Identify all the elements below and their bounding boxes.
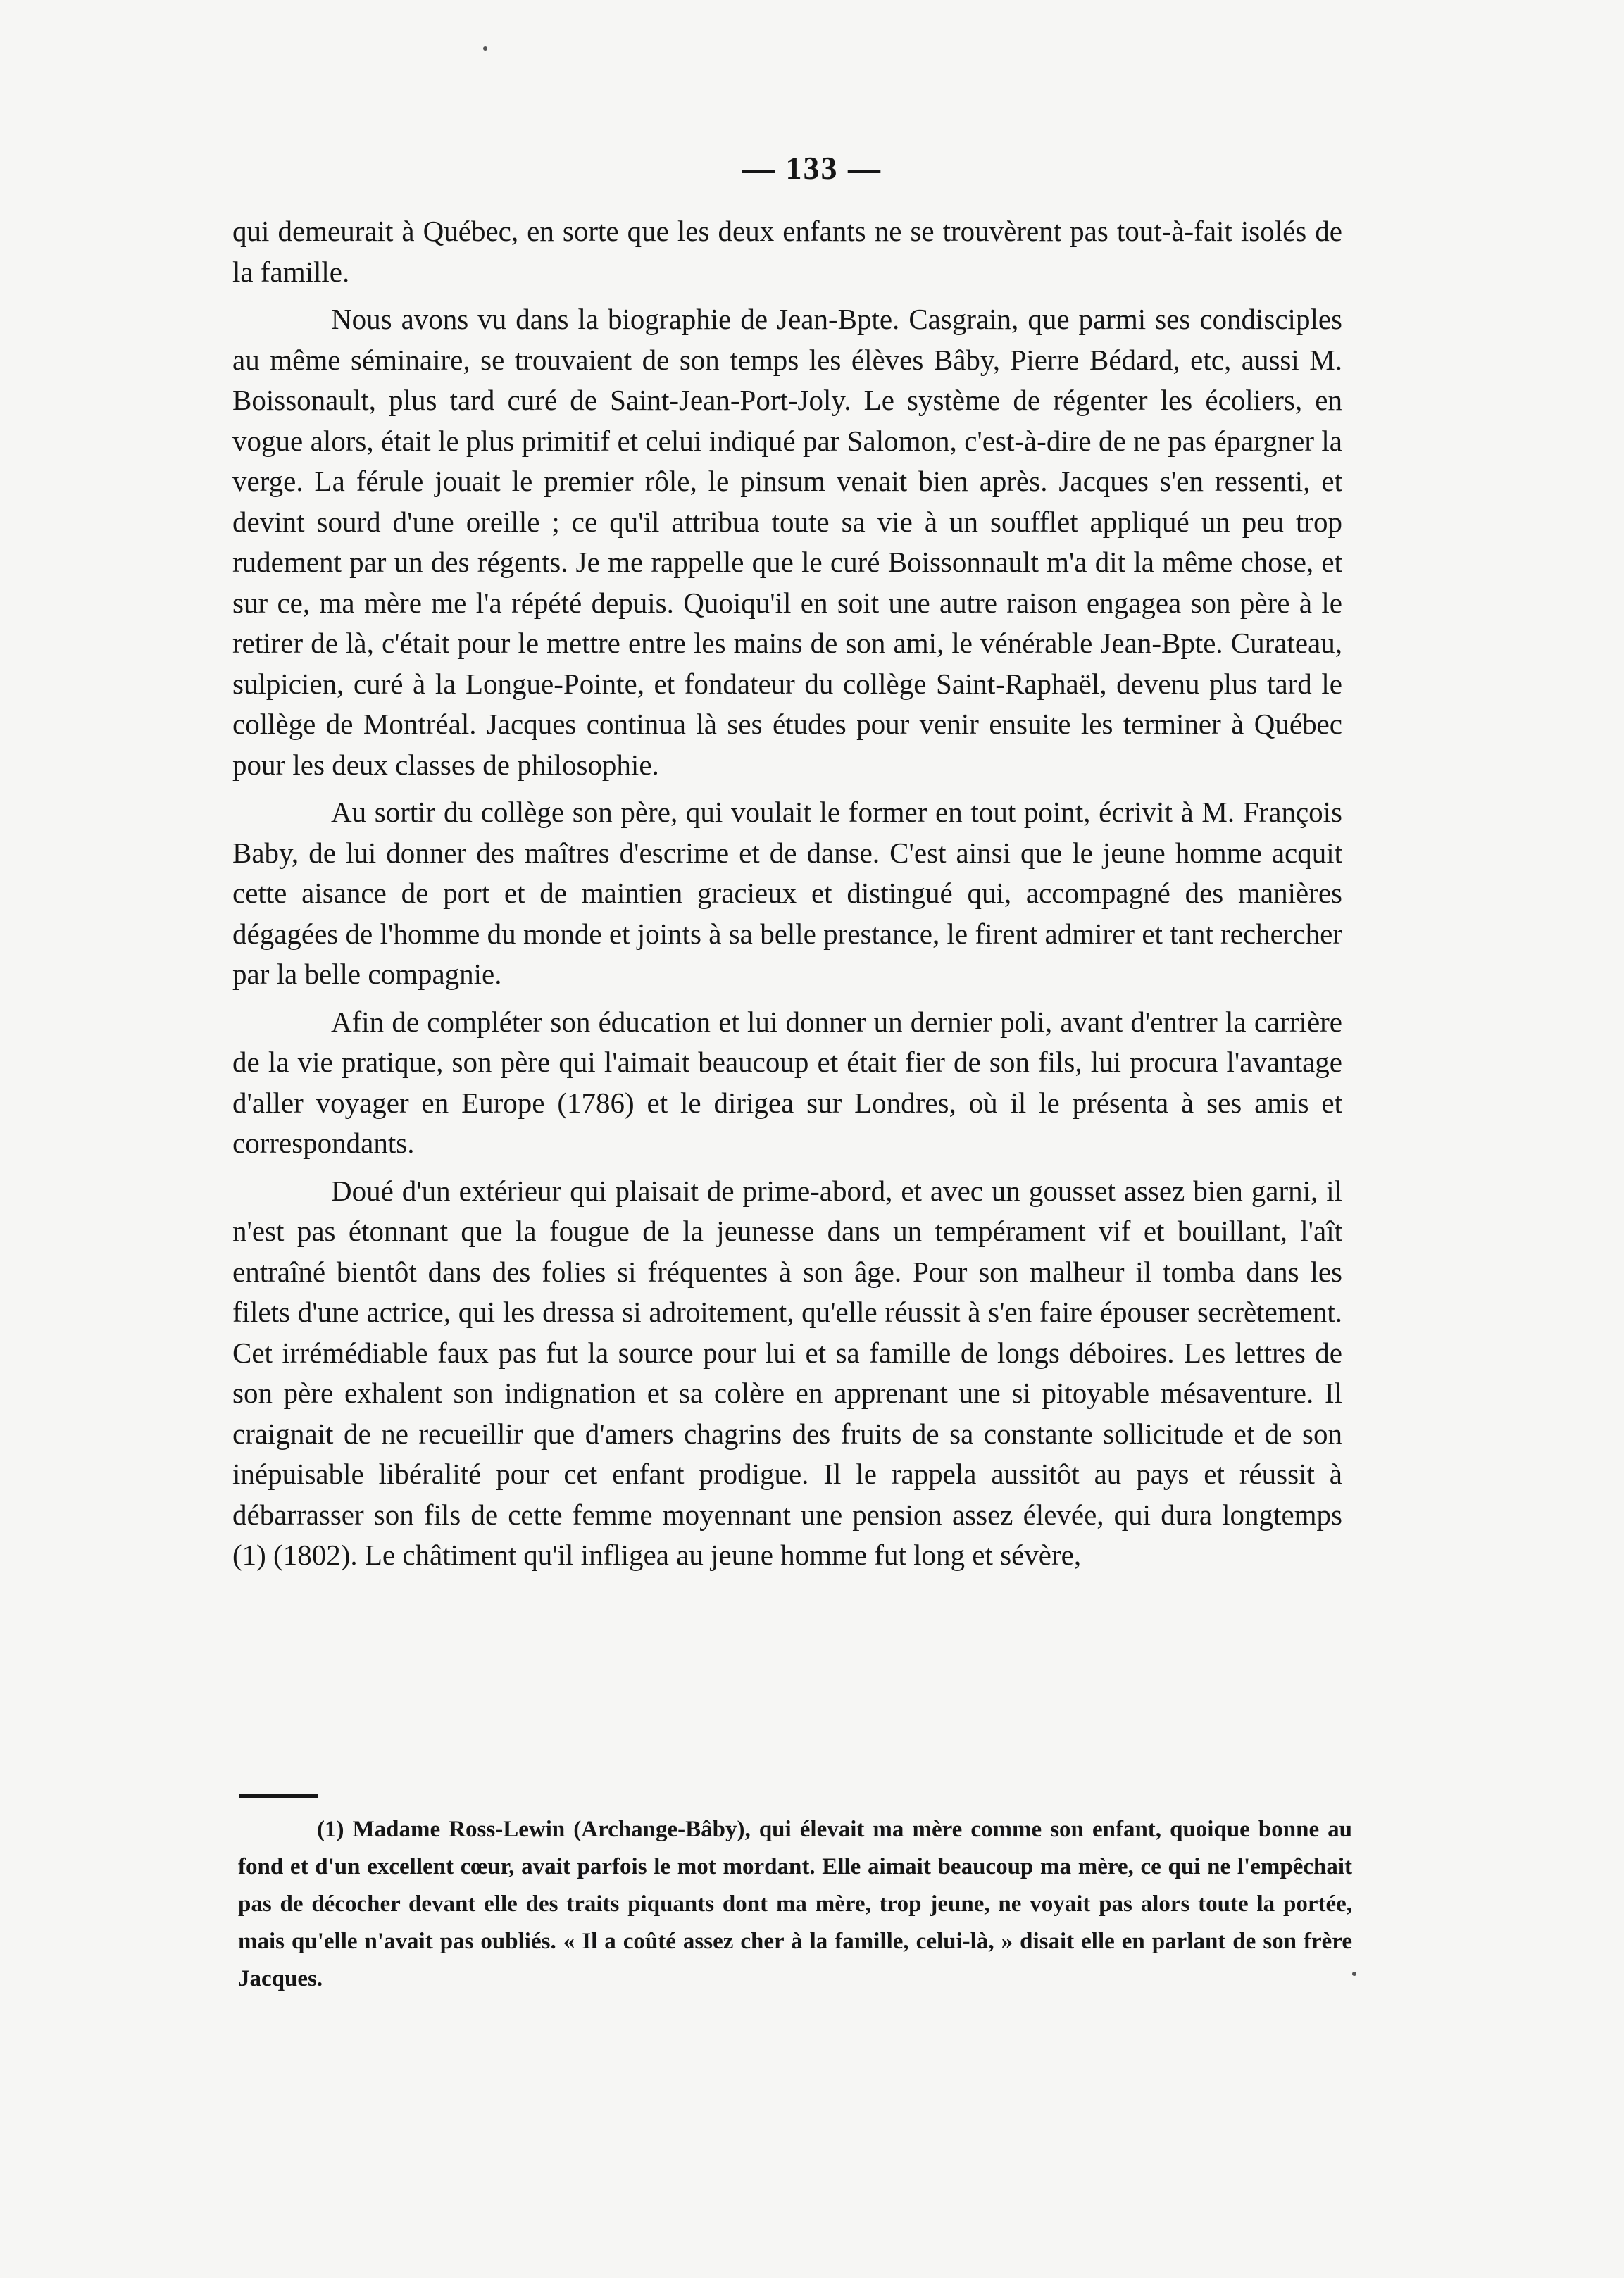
paragraph-5: Doué d'un extérieur qui plaisait de prime-abord, et avec un gousset assez bien garni, il n'est pas étonnant que la fougue de la jeunesse dans un tempérament vif et bouillant, l'aît entraîné bientôt dans des folies si fréquentes à son âge. Pour son malheur il tomba dans les filets d'une actrice, qui les dressa si adroitement, qu'elle réussit à s'en faire épouser secrètement. Cet irrémédiable faux pas fut la source pour lui et sa famille de longs déboires. Les lettres de son père exhalent son indignation et sa colère en apprenant une si pitoyable mésaventure. Il craignait de ne recueillir que d'amers chagrins des fruits de sa constante sollicitude et de son inépuisable libéralité pour cet enfant prodigue. Il le rappela aussitôt au pays et réussit à débarrasser son fils de cette femme moyennant une pension assez élevée, qui dura longtemps (1) (1802). Le châtiment qu'il infligea au jeune homme fut long et sévère,	[232, 1174, 1342, 1571]
paragraph-4: Afin de compléter son éducation et lui donner un dernier poli, avant d'entrer la carrière de la vie pratique, son père qui l'aimait beaucoup et était fier de son fils, lui procura l'avantage d'aller voyager en Europe (1786) et le dirigea sur Londres, où il le présenta à ses amis et correspondants.	[232, 1005, 1342, 1159]
paragraph-3: Au sortir du collège son père, qui voulait le former en tout point, écrivit à M. François Baby, de lui donner des maîtres d'escrime et de danse. C'est ainsi que le jeune homme acquit cette aisance de port et de maintien gracieux et distingué qui, accompagné des manières dégagées de l'homme du monde et joints à sa belle prestance, le firent admirer et tant rechercher par la belle compagnie.	[232, 796, 1342, 990]
footnote: (1) Madame Ross-Lewin (Archange-Bâby), qui élevait ma mère comme son enfant, quoique bonne au fond et d'un excellent cœur, avait parfois le mot mordant. Elle aimait beaucoup ma mère, ce qui ne l'empêchait pas de décocher devant elle des traits piquants dont ma mère, trop jeune, ne voyait pas alors toute la portée, mais qu'elle n'avait pas oubliés. « Il a coûté assez cher à la famille, celui-là, » disait elle en parlant de son frère Jacques.	[238, 1817, 1352, 1991]
body-text	[232, 211, 1342, 1576]
page-number: — 133 —	[742, 150, 882, 186]
paragraph-1: qui demeurait à Québec, en sorte que les deux enfants ne se trouvèrent pas tout-à-fait isolés de la famille.	[232, 215, 1342, 288]
scan-speck	[1352, 1972, 1356, 1976]
scan-speck	[483, 46, 487, 51]
paragraph-2: Nous avons vu dans la biographie de Jean-Bpte. Casgrain, que parmi ses condisciples au même séminaire, se trouvaient de son temps les élèves Bâby, Pierre Bédard, etc, aussi M. Boissonault, plus tard curé de Saint-Jean-Port-Joly. Le système de régenter les écoliers, en vogue alors, était le plus primitif et celui indiqué par Salomon, c'est-à-dire de ne pas épargner la verge. La férule jouait le premier rôle, le pinsum venait bien après. Jacques s'en ressenti, et devint sourd d'une oreille ; ce qu'il attribua toute sa vie à un soufflet appliqué un peu trop rudement par un des régents. Je me rappelle que le curé Boissonnault m'a dit la même chose, et sur ce, ma mère me l'a répété depuis. Quoiqu'il en soit une autre raison engagea son père à le retirer de là, c'était pour le mettre entre les mains de son ami, le vénérable Jean-Bpte. Curateau, sulpicien, curé à la Longue-Pointe, et fondateur du collège Saint-Raphaël, devenu plus tard le collège de Montréal. Jacques continua là ses études pour venir ensuite les terminer à Québec pour les deux classes de philosophie.	[232, 303, 1342, 781]
footnote-divider	[239, 1794, 318, 1798]
